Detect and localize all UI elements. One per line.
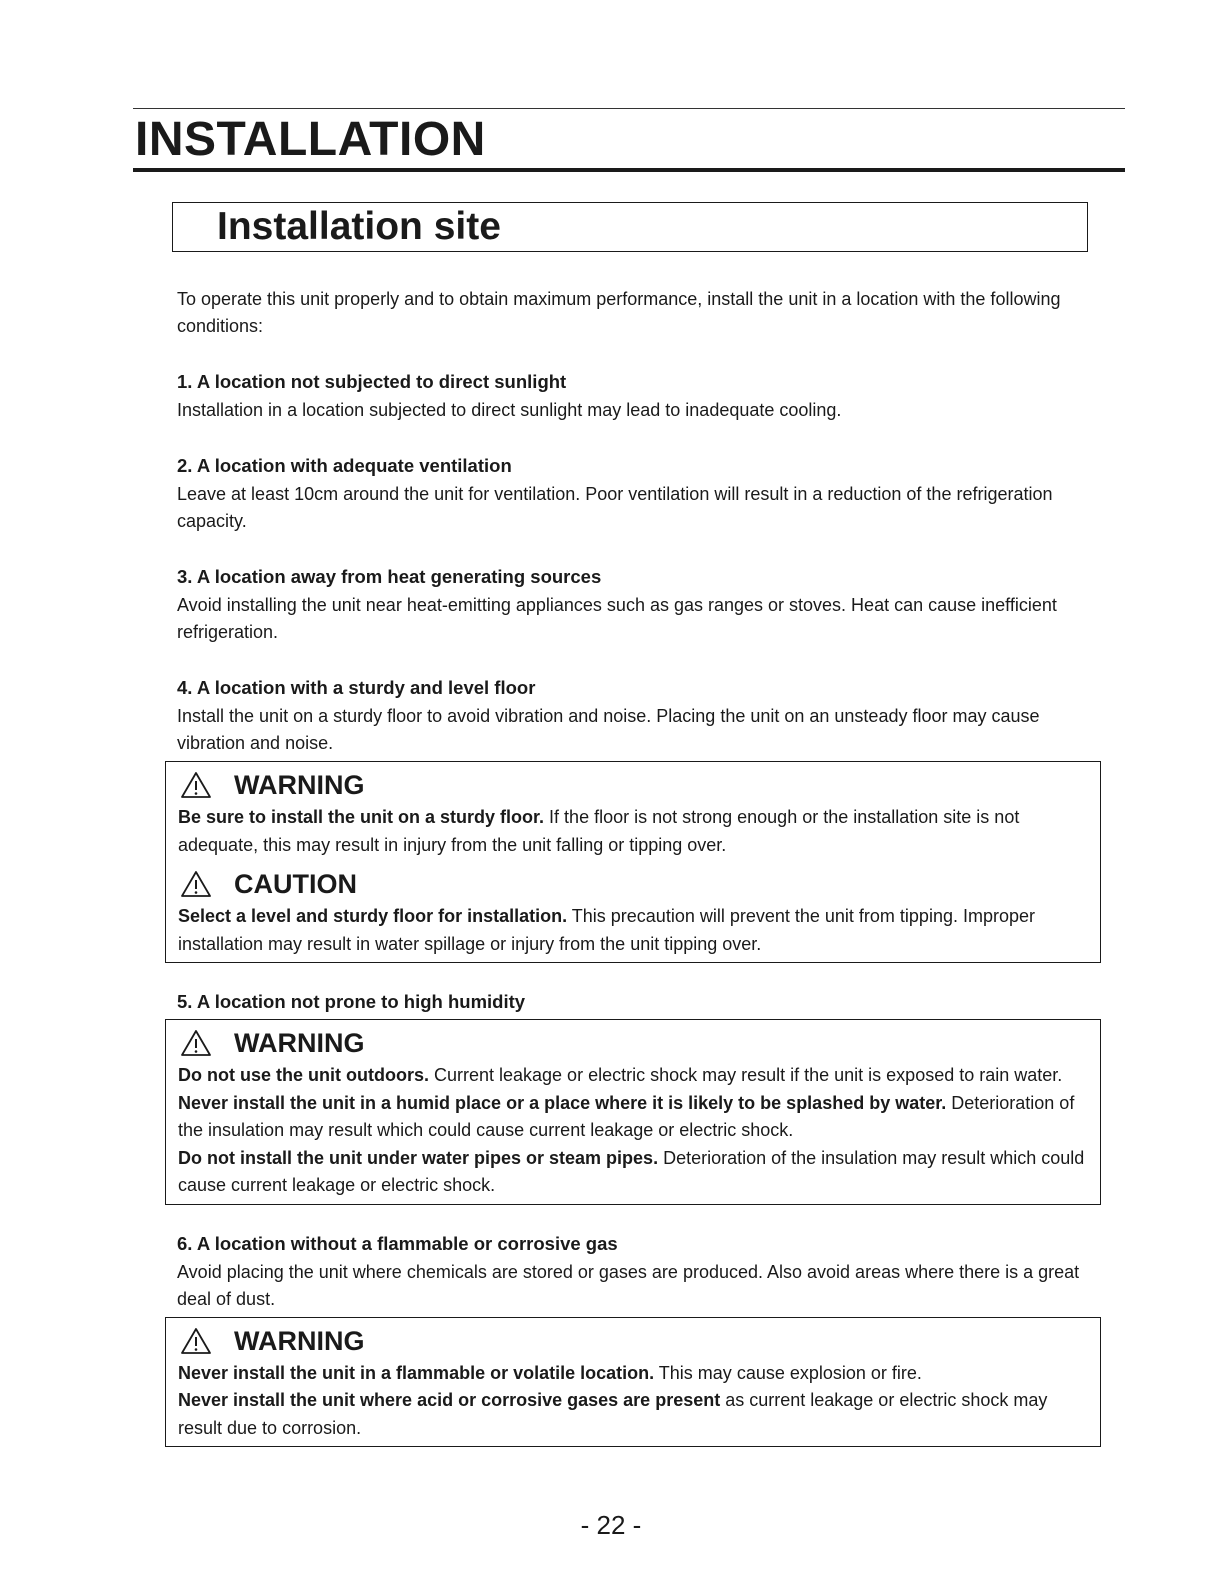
condition-item-5 xyxy=(177,987,1089,1205)
notice-bold-text: Never install the unit in a humid place or a place where it is likely to be splashed by water. xyxy=(178,1092,947,1113)
top-rule xyxy=(133,108,1125,109)
warning-triangle-icon xyxy=(180,1029,212,1057)
notice-text: Current leakage or electric shock may result if the unit is exposed to rain water. xyxy=(428,1065,1063,1085)
page-title: INSTALLATION xyxy=(135,113,486,166)
notice-heading xyxy=(178,865,1089,903)
title-underline xyxy=(133,168,1125,172)
item-body: Installation in a location subjected to direct sunlight may lead to inadequate cooling. xyxy=(177,400,842,420)
item-heading: 3. A location away from heat generating sources xyxy=(177,566,602,587)
notice-text: as current leakage or electric shock may result due to corrosion. xyxy=(178,1390,1048,1438)
notice-line xyxy=(178,1387,1089,1442)
notice-text: If the floor is not strong enough or the installation site is not adequate, this may result in injury from the unit falling or tipping over. xyxy=(178,807,1020,855)
notice-label: WARNING xyxy=(234,1325,365,1356)
item-heading: 2. A location with adequate ventilation xyxy=(177,455,512,476)
item-body: Leave at least 10cm around the unit for ventilation. Poor ventilation will result in a reduction of the refrigeration capacity. xyxy=(177,484,1053,531)
notice-heading xyxy=(178,766,1089,804)
notice-bold-text: Never install the unit in a flammable or volatile location. xyxy=(178,1362,655,1383)
notice-label: CAUTION xyxy=(234,869,357,899)
notice-box xyxy=(165,1317,1101,1448)
section-title-box xyxy=(172,202,1088,252)
notice-line xyxy=(178,1360,1089,1388)
notice-heading xyxy=(178,1322,1089,1360)
item-heading: 4. A location with a sturdy and level floor xyxy=(177,677,536,698)
item-heading: 1. A location not subjected to direct sunlight xyxy=(177,371,567,392)
notice-text: Deterioration of the insulation may result which could cause current leakage or electric shock. xyxy=(178,1092,1075,1140)
notice-text: Deterioration of the insulation may result which could cause current leakage or electric shock. xyxy=(178,1147,1085,1195)
item-heading: 5. A location not prone to high humidity xyxy=(177,991,526,1012)
notice-line xyxy=(178,1062,1089,1090)
notice-box xyxy=(165,761,1101,963)
notice-line xyxy=(178,804,1089,859)
page-number: - 22 - xyxy=(580,1510,642,1540)
condition-item-6 xyxy=(177,1229,1089,1448)
notice-heading xyxy=(178,1024,1089,1062)
item-heading: 6. A location without a flammable or corrosive gas xyxy=(177,1232,618,1254)
notice-bold-text: Do not use the unit outdoors. xyxy=(178,1065,429,1085)
notice-bold-text: Do not install the unit under water pipes or steam pipes. xyxy=(178,1147,659,1168)
section-title: Installation site xyxy=(217,205,501,248)
notice-line xyxy=(178,903,1089,958)
item-body: Avoid placing the unit where chemicals are stored or gases are produced. Also avoid areas where there is a great deal of dust. xyxy=(177,1261,1080,1309)
condition-item-1 xyxy=(177,367,1089,424)
notice-bold-text: Be sure to install the unit on a sturdy floor. xyxy=(178,807,545,827)
notice-line xyxy=(178,1145,1089,1200)
page-content xyxy=(177,286,1089,1447)
warning-triangle-icon xyxy=(180,1327,212,1355)
notice-label: WARNING xyxy=(234,770,365,800)
notice-text: This may cause explosion or fire. xyxy=(654,1362,922,1383)
notice-bold-text: Never install the unit where acid or corrosive gases are present xyxy=(178,1390,721,1410)
warning-triangle-icon xyxy=(180,771,212,799)
caution-triangle-icon xyxy=(180,870,212,898)
item-body: Avoid installing the unit near heat-emitting appliances such as gas ranges or stoves. Heat can cause inefficient refrigeration. xyxy=(177,595,1057,642)
notice-label: WARNING xyxy=(234,1028,365,1058)
item-body: Install the unit on a sturdy floor to avoid vibration and noise. Placing the unit on an unsteady floor may cause vibration and noise. xyxy=(177,706,1040,753)
intro-paragraph: To operate this unit properly and to obtain maximum performance, install the unit in a location with the following conditions: xyxy=(177,289,1061,336)
notice-text: This precaution will prevent the unit from tipping. Improper installation may result in water spillage or injury from the unit tipping over. xyxy=(178,906,1035,954)
condition-item-4 xyxy=(177,673,1089,963)
condition-item-3 xyxy=(177,562,1089,646)
warning-notice xyxy=(178,766,1089,859)
caution-notice xyxy=(178,865,1089,958)
notice-box xyxy=(165,1019,1101,1205)
notice-bold-text: Select a level and sturdy floor for installation. xyxy=(178,906,568,926)
condition-item-2 xyxy=(177,451,1089,535)
notice-line xyxy=(178,1090,1089,1145)
